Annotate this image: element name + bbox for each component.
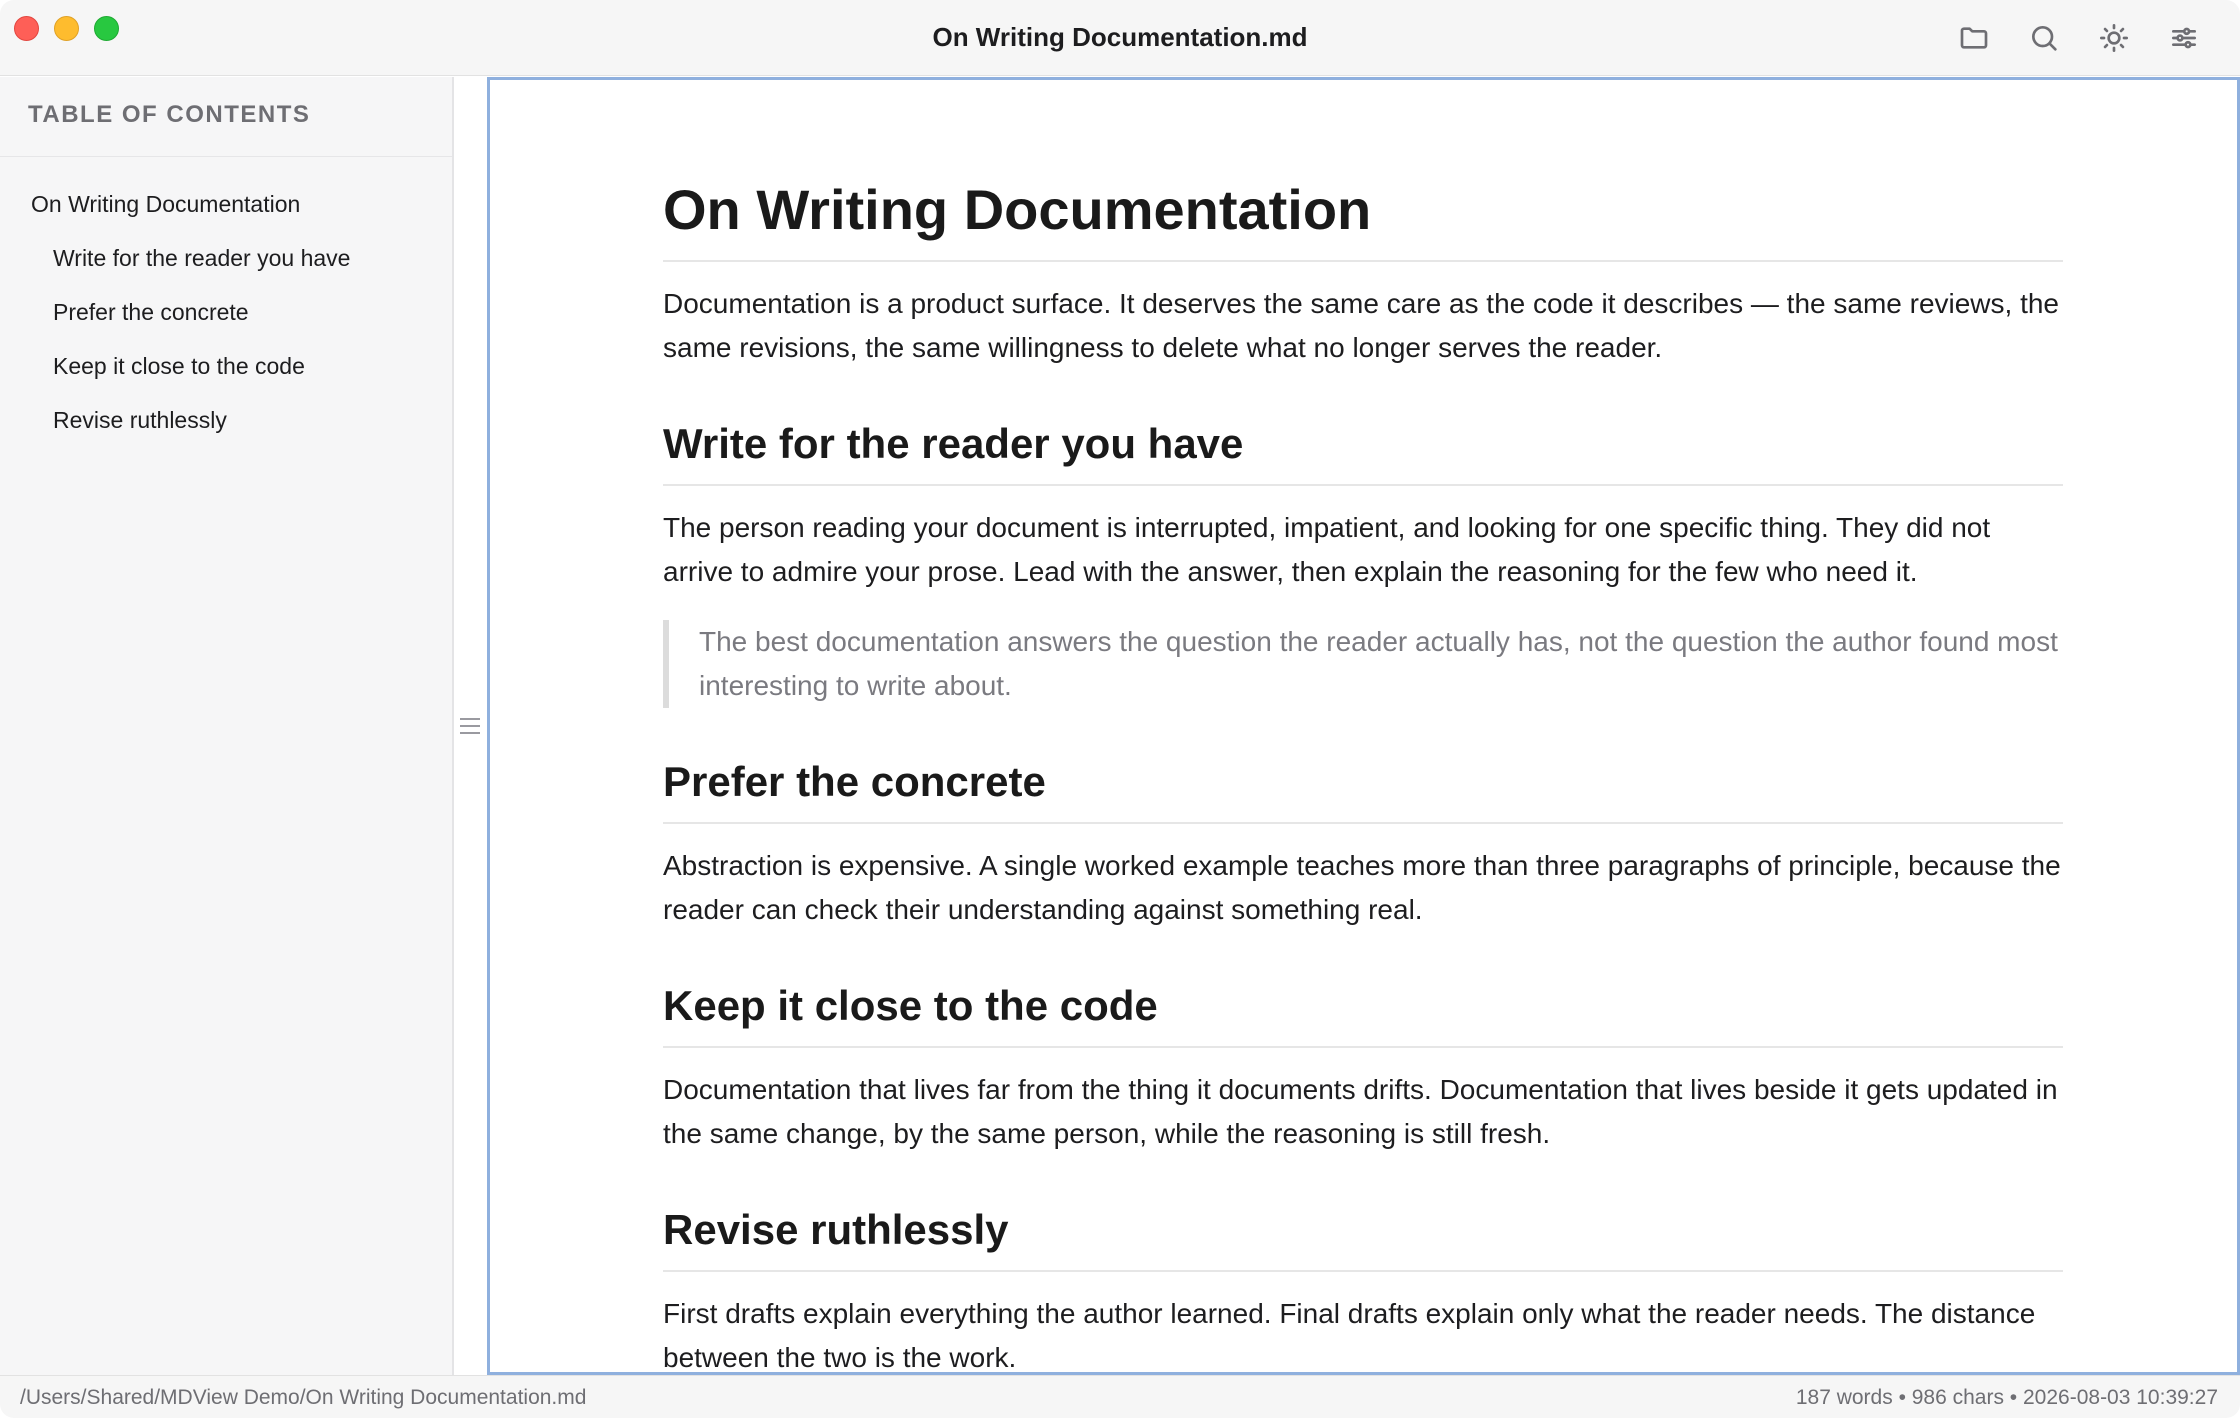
toc-sidebar <box>0 77 454 1375</box>
blockquote: The best documentation answers the question the reader actually has, not the question the author found most interesting to write about. <box>663 620 2063 708</box>
folder-icon[interactable] <box>1956 20 1992 56</box>
window-title: On Writing Documentation.md <box>932 22 1308 52</box>
section-heading: Keep it close to the code <box>663 980 2063 1048</box>
intro-paragraph: Documentation is a product surface. It deserves the same care as the code it describes — the same reviews, the same revisions, the same willingness to delete what no longer serves the reader. <box>663 288 2060 363</box>
section-heading: Write for the reader you have <box>663 418 2063 486</box>
toc-item-keep-it-close[interactable] <box>0 339 452 393</box>
toc-list <box>0 157 452 447</box>
markdown-document <box>663 80 2063 1375</box>
document-stats: 187 words • 986 chars • 2026-08-03 10:39:27 <box>1795 1386 2218 1409</box>
toc-item-prefer-the-concrete[interactable] <box>0 285 452 339</box>
section-paragraph: First drafts explain everything the author learned. Final drafts explain only what the reader needs. The distance between the two is the work. <box>663 1298 2036 1373</box>
sliders-icon[interactable] <box>2166 20 2202 56</box>
document-title: On Writing Documentation <box>663 178 2063 262</box>
sun-icon[interactable] <box>2096 20 2132 56</box>
toc-item-write-for-the-reader[interactable] <box>0 231 452 285</box>
toc-item-revise-ruthlessly[interactable] <box>0 393 452 447</box>
status-bar <box>0 1375 2240 1418</box>
toc-item-label: Write for the reader you have <box>53 244 351 271</box>
section-paragraph: The person reading your document is interrupted, impatient, and looking for one specific thing. They did not arrive to admire your prose. Lead with the answer, then explain the reasoning for the few who need it. <box>663 512 1991 587</box>
sidebar-resize-handle[interactable] <box>458 714 482 738</box>
file-path: /Users/Shared/MDView Demo/On Writing Documentation.md <box>20 1386 587 1409</box>
toc-item-label: Prefer the concrete <box>53 298 249 325</box>
title-bar <box>0 0 2240 76</box>
search-icon[interactable] <box>2026 20 2062 56</box>
section-heading: Prefer the concrete <box>663 756 2063 824</box>
document-view[interactable] <box>487 77 2240 1375</box>
toc-item-label: Keep it close to the code <box>53 352 305 379</box>
toc-item-label: Revise ruthlessly <box>53 406 227 433</box>
toc-header: TABLE OF CONTENTS <box>0 77 452 157</box>
section-paragraph: Documentation that lives far from the thing it documents drifts. Documentation that lives beside it gets updated in the same change, by the same person, while the reasoning is still fresh. <box>663 1074 2058 1149</box>
toc-item-on-writing-documentation[interactable] <box>0 177 452 231</box>
section-paragraph: Abstraction is expensive. A single worked example teaches more than three paragraphs of principle, because the reader can check their understanding against something real. <box>663 850 2061 925</box>
section-heading: Revise ruthlessly <box>663 1204 2063 1272</box>
toc-item-label: On Writing Documentation <box>31 190 301 217</box>
